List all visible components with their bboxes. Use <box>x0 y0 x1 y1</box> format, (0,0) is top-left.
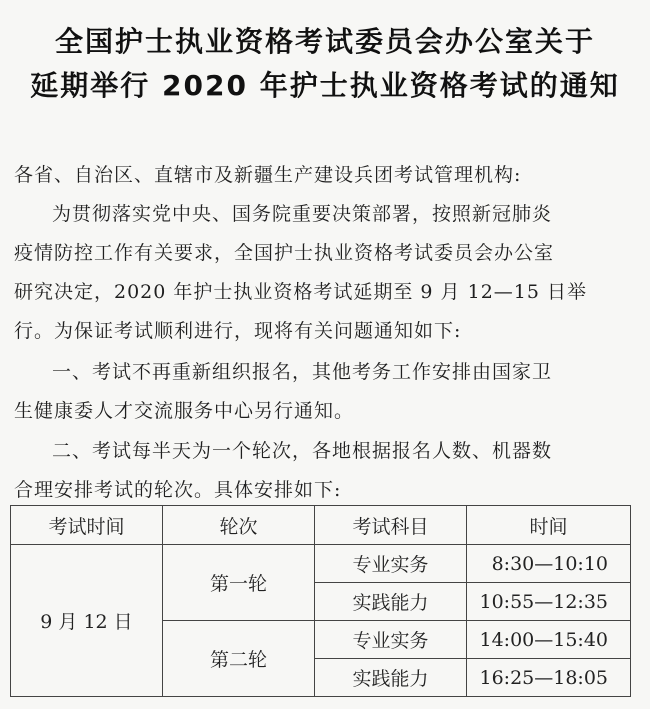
time-cell: 8:30—10:10 <box>467 545 631 583</box>
paragraph-1-line-4: 行。为保证考试顺利进行，现将有关问题通知如下: <box>14 320 462 342</box>
table-header-row <box>11 506 631 545</box>
header-time: 时间 <box>467 506 631 545</box>
subject-cell: 专业实务 <box>315 621 467 659</box>
subject-cell: 实践能力 <box>315 583 467 621</box>
paragraph-3-line-1: 二、考试每半天为一个轮次，各地根据报名人数、机器数 <box>52 440 553 462</box>
paragraph-1-line-2: 疫情防控工作有关要求，全国护士执业资格考试委员会办公室 <box>14 242 555 264</box>
notice-title-line-2: 延期举行 2020 年护士执业资格考试的通知 <box>30 69 620 102</box>
exam-schedule-table <box>10 505 631 697</box>
paragraph-2-line-1: 一、考试不再重新组织报名，其他考务工作安排由国家卫 <box>52 361 553 383</box>
table-row <box>11 545 631 583</box>
header-subject: 考试科目 <box>315 506 467 545</box>
subject-cell: 专业实务 <box>315 545 467 583</box>
round-cell: 第二轮 <box>163 621 315 697</box>
paragraph-1-line-3: 研究决定，2020 年护士执业资格考试延期至 9 月 12—15 日举 <box>14 281 587 303</box>
round-cell: 第一轮 <box>163 545 315 621</box>
time-cell: 16:25—18:05 <box>467 659 631 697</box>
header-exam-date: 考试时间 <box>11 506 163 545</box>
notice-title-line-1: 全国护士执业资格考试委员会办公室关于 <box>54 25 595 58</box>
time-cell: 10:55—12:35 <box>467 583 631 621</box>
paragraph-1-line-1: 为贯彻落实党中央、国务院重要决策部署，按照新冠肺炎 <box>52 203 553 225</box>
time-cell: 14:00—15:40 <box>467 621 631 659</box>
paragraph-3-line-2: 合理安排考试的轮次。具体安排如下: <box>14 479 342 501</box>
subject-cell: 实践能力 <box>315 659 467 697</box>
addressee: 各省、自治区、直辖市及新疆生产建设兵团考试管理机构: <box>14 164 522 186</box>
paragraph-2-line-2: 生健康委人才交流服务中心另行通知。 <box>14 400 355 422</box>
exam-date-cell: 9 月 12 日 <box>11 545 163 697</box>
header-round: 轮次 <box>163 506 315 545</box>
